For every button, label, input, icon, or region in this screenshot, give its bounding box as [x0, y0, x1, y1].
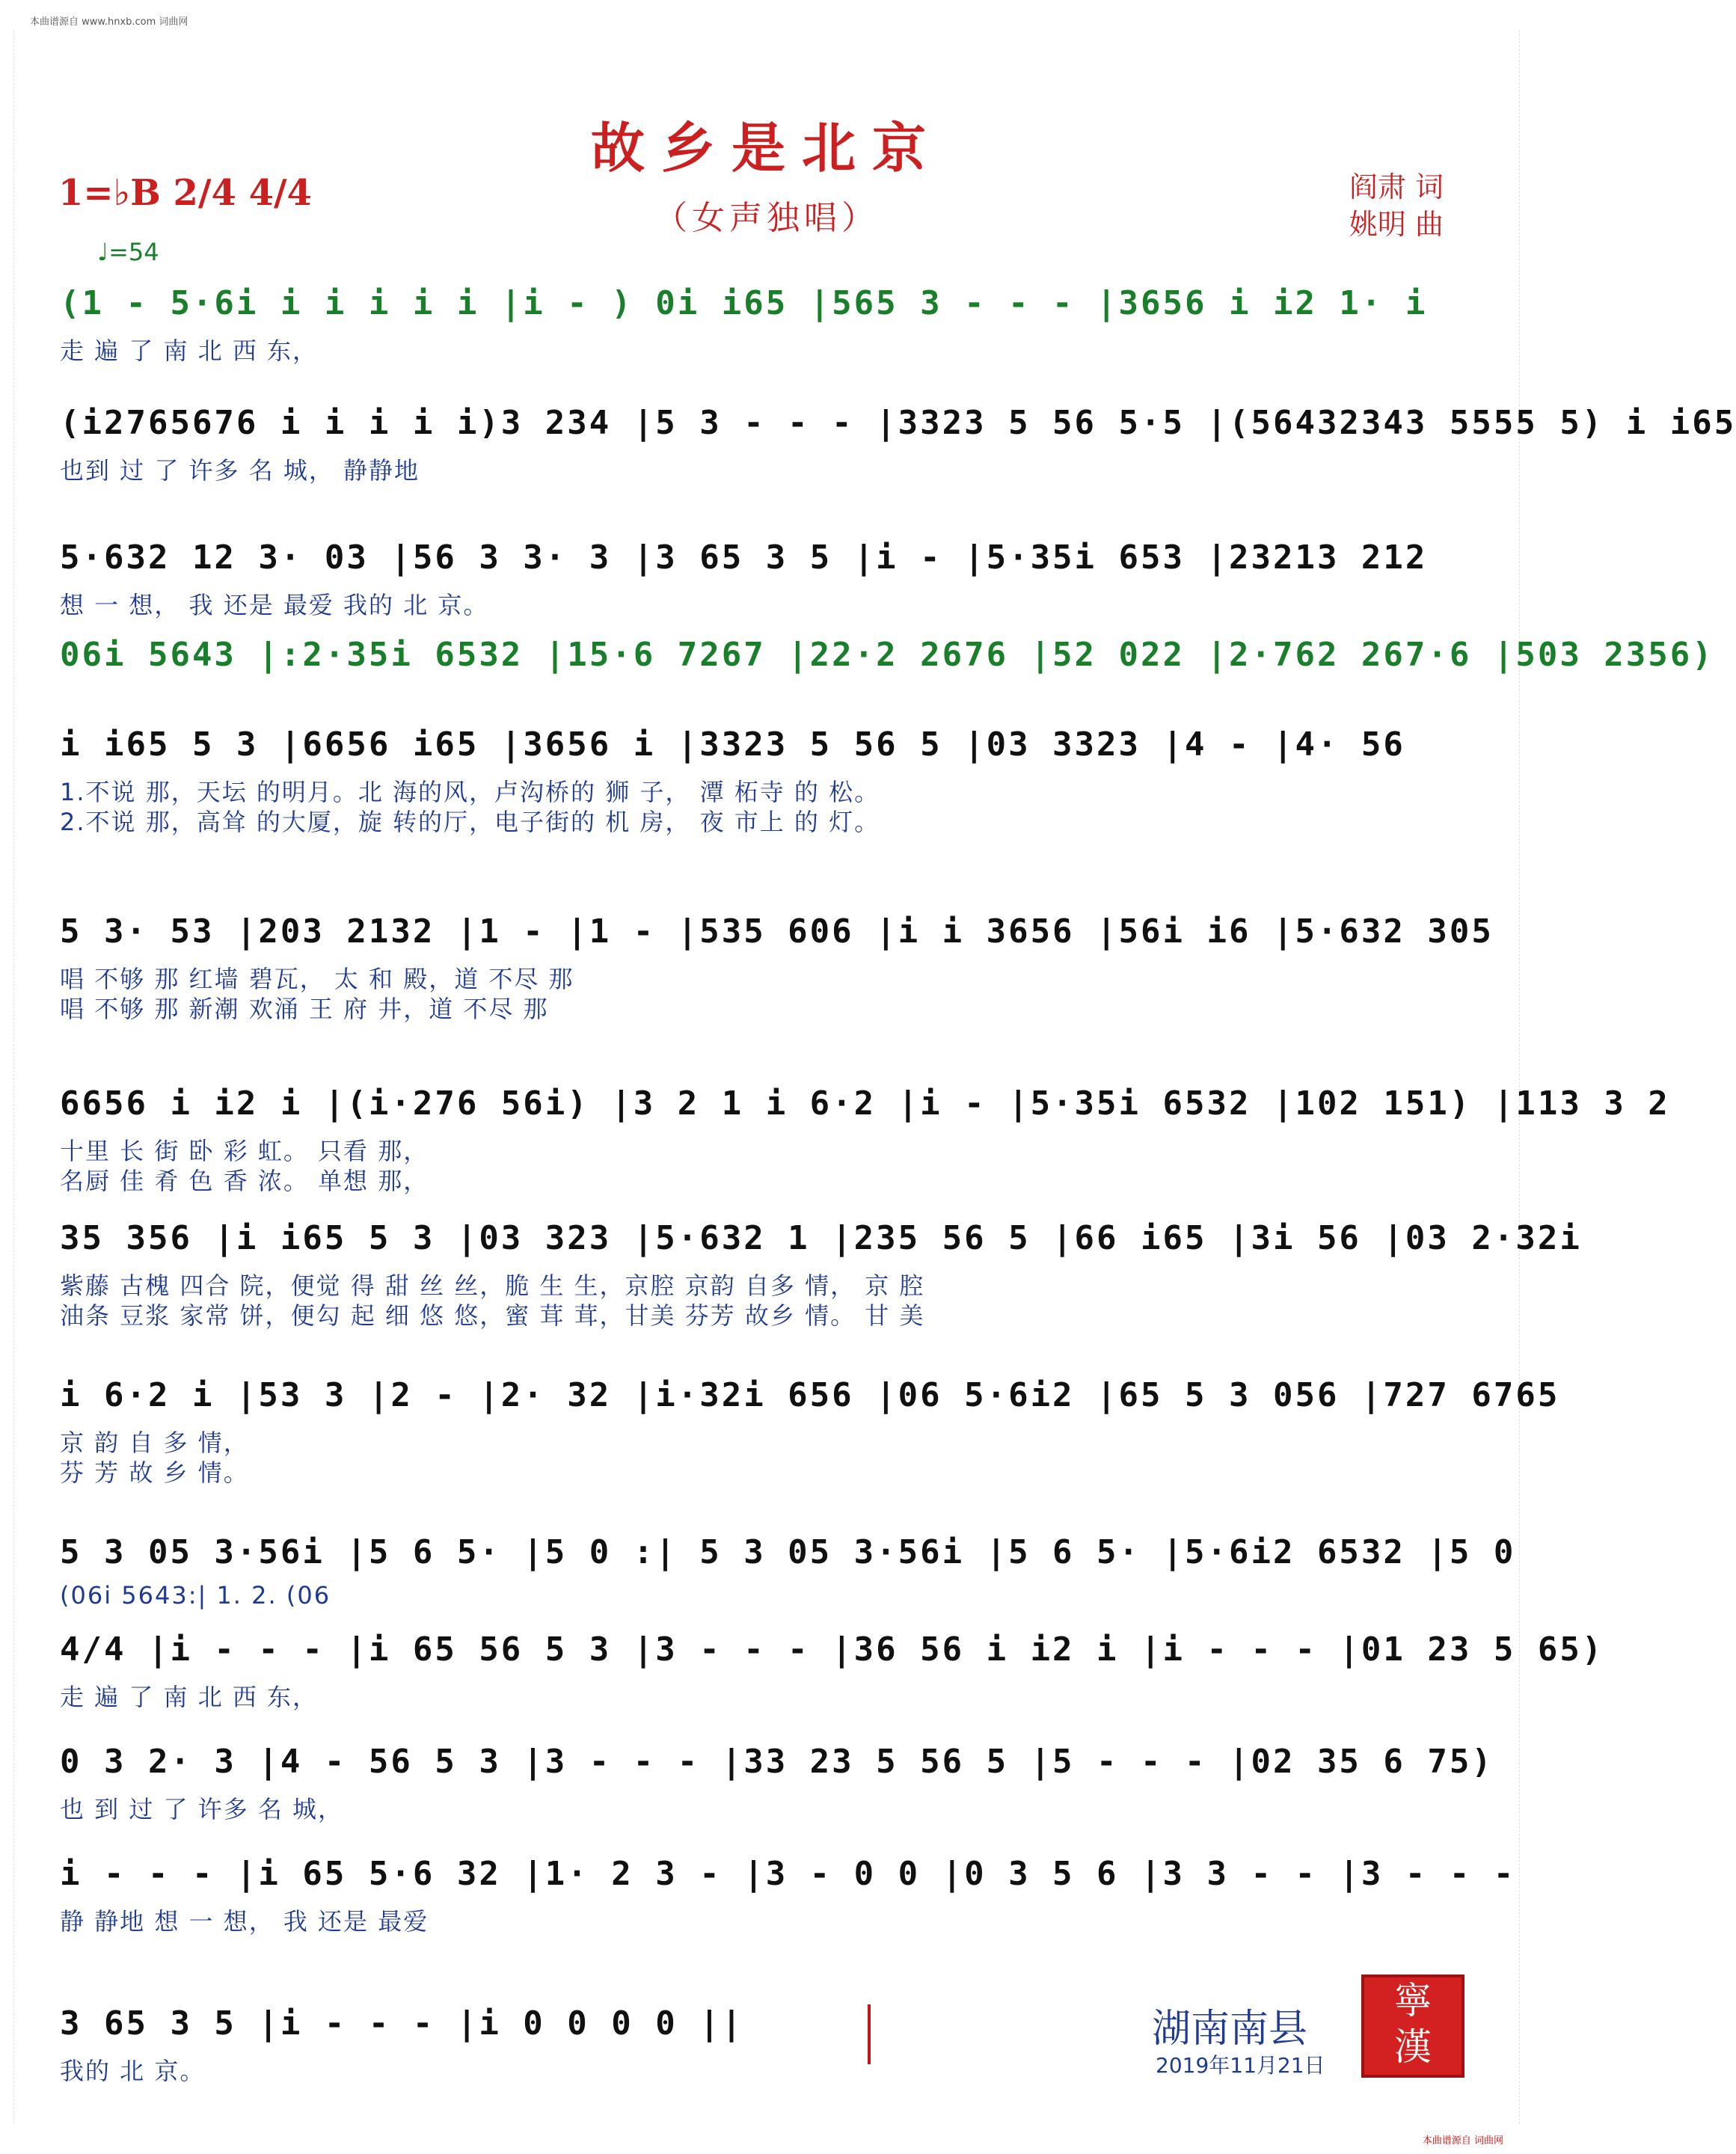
- score-row-notes: 5·632 12 3· 03 |56 3 3· 3 |3 65 3 5 |i - |5·35i 653 |23213 212: [60, 538, 1428, 577]
- score-row-notes: 4/4 |i - - - |i 65 56 5 3 |3 - - - |36 56 i i2 i |i - - - |01 23 5 65): [60, 1630, 1604, 1669]
- score-row-notes: 6656 i i2 i |(i·276 56i) |3 2 1 i 6·2 |i - |5·35i 6532 |102 151) |113 3 2: [60, 1084, 1670, 1123]
- seal-stamp: 寧 漢: [1361, 1974, 1464, 2078]
- score-row-notes: 06i 5643 |:2·35i 6532 |15·6 7267 |22·2 2676 |52 022 |2·762 267·6 |503 2356): [60, 636, 1714, 674]
- score-row-notes: (i2765676 i i i i i)3 234 |5 3 - - - |3323 5 56 5·5 |(56432343 5555 5) i i65: [60, 404, 1736, 442]
- source-note: 本曲谱源自 www.hnxb.com 词曲网: [30, 16, 188, 28]
- song-subtitle: （女声独唱）: [654, 199, 879, 237]
- score-row-lyrics-verse2: 名厨 佳 肴 色 香 浓。 单想 那，: [60, 1167, 429, 1195]
- score-row-notes: i - - - |i 65 5·6 32 |1· 2 3 - |3 - 0 0 |0 3 5 6 |3 3 - - |3 - - -: [60, 1855, 1516, 1893]
- score-row-lyrics: 十里 长 街 卧 彩 虹。 只看 那，: [60, 1137, 429, 1165]
- score-row-lyrics-verse2: 唱 不够 那 新潮 欢涌 王 府 井，道 不尽 那: [60, 995, 549, 1023]
- score-row-lyrics: 走 遍 了 南 北 西 东，: [60, 1683, 319, 1711]
- score-row-notes: i i65 5 3 |6656 i65 |3656 i |3323 5 56 5 |03 3323 |4 - |4· 56: [60, 725, 1405, 764]
- score-row-lyrics: 也 到 过 了 许多 名 城，: [60, 1795, 344, 1823]
- score-row-lyrics: 紫藤 古槐 四合 院，便觉 得 甜 丝 丝，脆 生 生，京腔 京韵 自多 情， 京 腔: [60, 1271, 925, 1300]
- lyricist: 阎肃 词: [1349, 171, 1444, 203]
- score-row-notes: i 6·2 i |53 3 |2 - |2· 32 |i·32i 656 |06 5·6i2 |65 5 3 056 |727 6765: [60, 1376, 1560, 1414]
- tempo-mark: ♩=54: [97, 238, 159, 266]
- final-barline: [868, 2004, 871, 2064]
- place-label: 湖南南县: [1152, 2007, 1308, 2052]
- left-margin-strip: [0, 30, 14, 2124]
- score-row-lyrics-verse2: 芬 芳 故 乡 情。: [60, 1458, 249, 1487]
- score-row-lyrics-verse2: 2.不说 那，高耸 的大厦，旋 转的厅，电子街的 机 房， 夜 市上 的 灯。: [60, 808, 880, 836]
- score-row-lyrics: 我的 北 京。: [60, 2057, 206, 2085]
- score-row-lyrics: 想 一 想， 我 还是 最爱 我的 北 京。: [60, 591, 489, 619]
- score-row-lyrics: 1.不说 那，天坛 的明月。北 海的风，卢沟桥的 狮 子， 潭 柘寺 的 松。: [60, 778, 880, 806]
- score-row-lyrics: (06i 5643:| 1. 2. (06: [60, 1581, 331, 1610]
- score-row-notes: 3 65 3 5 |i - - - |i 0 0 0 0 ||: [60, 2004, 744, 2043]
- score-row-lyrics-verse2: 油条 豆浆 家常 饼，便勾 起 细 悠 悠，蜜 茸 茸，甘美 芬芳 故乡 情。 甘 美: [60, 1301, 925, 1330]
- score-row-lyrics: 京 韵 自 多 情，: [60, 1429, 249, 1457]
- key-signature: 1=♭B 2/4 4/4: [58, 172, 312, 214]
- score-row-notes: 5 3 05 3·56i |5 6 5· |5 0 :| 5 3 05 3·56i |5 6 5· |5·6i2 6532 |5 0: [60, 1533, 1516, 1571]
- score-row-notes: 0 3 2· 3 |4 - 56 5 3 |3 - - - |33 23 5 56 5 |5 - - - |02 35 6 75): [60, 1743, 1494, 1781]
- score-row-notes: 35 356 |i i65 5 3 |03 323 |5·632 1 |235 56 5 |66 i65 |3i 56 |03 2·32i: [60, 1219, 1582, 1257]
- composer: 姚明 曲: [1349, 208, 1444, 241]
- song-title: 故乡是北京: [590, 116, 942, 180]
- score-row-notes: (1 - 5·6i i i i i i |i - ) 0i i65 |565 3 - - - |3656 i i2 1· i: [60, 284, 1428, 322]
- right-margin-strip: [1519, 30, 1533, 2124]
- score-row-lyrics: 唱 不够 那 红墙 碧瓦， 太 和 殿，道 不尽 那: [60, 965, 574, 993]
- score-row-lyrics: 也到 过 了 许多 名 城， 静静地: [60, 456, 420, 485]
- score-row-lyrics: 走 遍 了 南 北 西 东，: [60, 337, 319, 365]
- date-label: 2019年11月21日: [1156, 2053, 1325, 2078]
- footer-note: 本曲谱源自 词曲网: [1422, 2135, 1503, 2147]
- score-row-notes: 5 3· 53 |203 2132 |1 - |1 - |535 606 |i i 3656 |56i i6 |5·632 305: [60, 912, 1494, 951]
- credits: [1349, 168, 1444, 243]
- score-row-lyrics: 静 静地 想 一 想， 我 还是 最爱: [60, 1907, 429, 1936]
